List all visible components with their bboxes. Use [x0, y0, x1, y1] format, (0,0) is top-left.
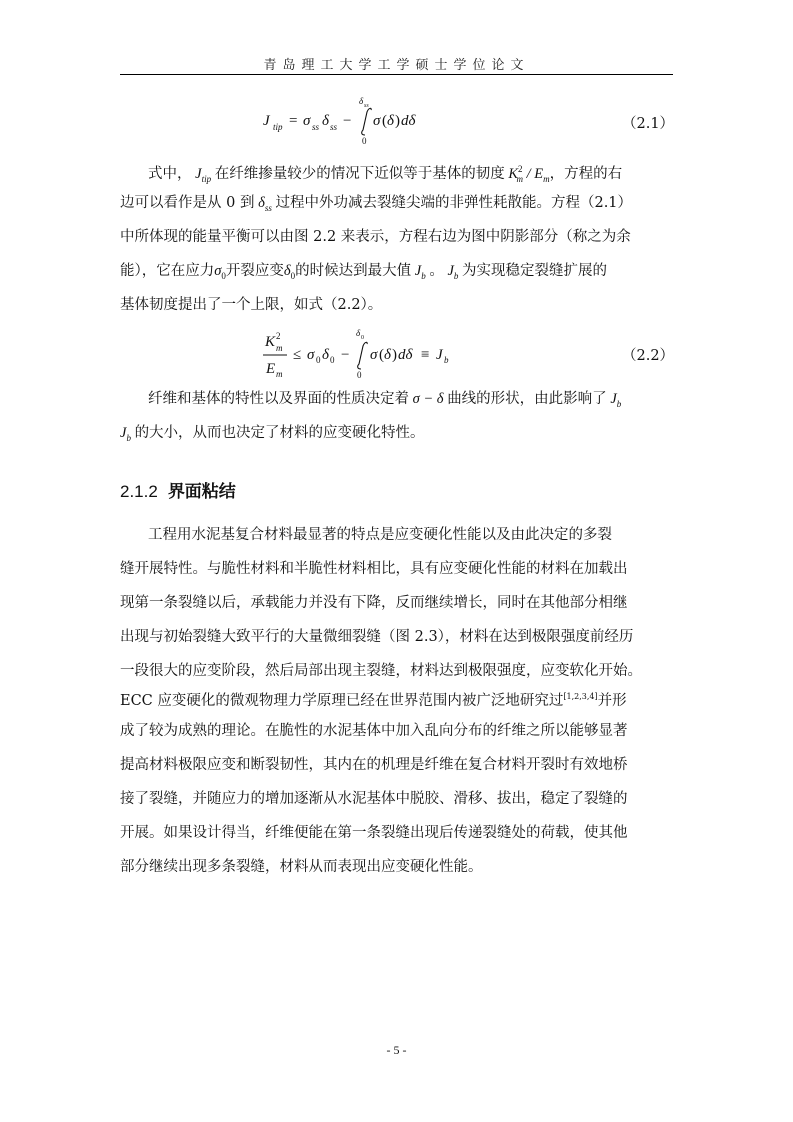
text-span: 并形	[597, 692, 627, 709]
paragraph-line: 缝开展特性。与脆性材料和半脆性材料相比，具有应变硬化性能的材料在加载出	[120, 561, 628, 577]
paragraph-line: 部分继续出现多条裂缝，材料从而表现出应变硬化性能。	[120, 859, 483, 875]
math-j-b: $J_b$	[443, 263, 459, 281]
svg-text:m: m	[276, 369, 283, 379]
svg-text:): )	[395, 113, 400, 129]
text-span: 为实现稳定裂缝扩展的	[462, 263, 608, 279]
section-title: 界面粘结	[167, 482, 236, 502]
math-j-b: $J_b$	[120, 425, 131, 443]
paragraph-line: 基体韧度提出了一个上限，如式（2.2）。	[120, 297, 383, 313]
paragraph-line: 出现与初始裂缝大致平行的大量微细裂缝（图 2.3），材料在达到极限强度前经历	[120, 629, 634, 645]
svg-text:(: (	[379, 347, 384, 363]
svg-text:tip: tip	[273, 122, 283, 132]
svg-text:b: b	[444, 355, 449, 365]
paragraph-line	[120, 423, 673, 448]
running-header: 青岛理工大学工学硕士学位论文	[263, 58, 530, 73]
equation-number-2-2: （2.2）	[622, 348, 675, 364]
svg-text:0: 0	[361, 335, 364, 341]
svg-text:0: 0	[357, 370, 362, 380]
paragraph-line	[148, 159, 673, 189]
paragraph-line: 接了裂缝，并随应力的增加逐渐从水泥基体中脱胶、滑移、拔出，稳定了裂缝的	[120, 791, 628, 807]
section-heading	[120, 477, 236, 502]
math-j-b: $J_b$	[411, 263, 426, 281]
page-number: - 5 -	[386, 1043, 407, 1057]
paragraph-line: 提高材料极限应变和断裂韧性，其内在的机理是纤维在复合材料开裂时有效地桥	[120, 757, 628, 773]
paragraph-line: 开展。如果设计得当，纤维便能在第一条裂缝出现后传递裂缝处的荷载，使其他	[120, 825, 628, 841]
svg-text:): )	[392, 347, 397, 363]
text-span: 在纤维掺量较少的情况下近似等于基体的韧度	[214, 165, 505, 182]
svg-text:=: =	[289, 113, 298, 129]
citation-ref: [1,2,3,4]	[563, 692, 598, 701]
svg-text:0: 0	[316, 355, 321, 365]
svg-text:dδ: dδ	[401, 113, 416, 129]
paragraph-line	[120, 193, 673, 218]
svg-text:δ: δ	[356, 328, 361, 338]
svg-text:−: −	[343, 113, 352, 129]
header-rule	[120, 74, 673, 75]
paragraph-line: 中所体现的能量平衡可以由图 2.2 来表示，方程右边为图中阴影部分（称之为余	[120, 229, 631, 245]
math-j-tip: $J_{tip}$	[191, 165, 212, 184]
svg-text:σ: σ	[303, 113, 311, 129]
text-span: ECC 应变硬化的微观物理力学原理已经在世界范围内被广泛地研究过	[120, 692, 564, 709]
svg-text:δ: δ	[359, 96, 364, 106]
svg-text:2: 2	[276, 331, 281, 341]
paragraph-line: 一段很大的应变阶段，然后局部出现主裂缝，材料达到极限强度，应变软化开始。	[120, 663, 642, 679]
svg-text:E: E	[266, 361, 276, 377]
text-span: 。	[429, 263, 444, 279]
svg-text:δ: δ	[322, 113, 329, 129]
math-sigma-delta: σ − δ	[409, 391, 448, 407]
svg-text:J: J	[263, 113, 270, 129]
text-span: 纤维和基体的特性以及界面的性质决定着	[148, 391, 409, 407]
svg-text:J: J	[436, 347, 443, 363]
math-delta-0: $\delta_0$	[283, 263, 296, 281]
text-span: 过程中外功减去裂缝尖端的非弹性耗散能。方程（2.1）	[275, 195, 633, 211]
svg-text:ss: ss	[312, 122, 320, 132]
svg-text:(: (	[382, 113, 387, 129]
svg-text:δ: δ	[322, 347, 329, 363]
paragraph-line	[148, 389, 673, 414]
math-km-em: $K^2_m / E_m$	[504, 164, 550, 184]
text-span: ，方程的右	[549, 165, 623, 182]
text-span: 曲线的形状，由此影响了	[447, 391, 607, 407]
svg-text:≡: ≡	[421, 347, 430, 363]
text-span: 边可以看作是从 0 到	[120, 195, 255, 211]
svg-text:δ: δ	[384, 347, 391, 363]
equation-number-2-1: （2.1）	[622, 116, 675, 132]
paragraph-line	[120, 687, 673, 711]
text-span: 开裂应变	[225, 263, 284, 279]
math-j-b: $J_b$	[606, 391, 622, 409]
svg-text:−: −	[341, 347, 350, 363]
svg-text:dδ: dδ	[398, 347, 413, 363]
math-delta-ss: $\delta_{ss}$	[254, 195, 272, 213]
svg-text:K: K	[265, 334, 276, 350]
svg-text:σ: σ	[373, 113, 381, 129]
paragraph-line: 现第一条裂缝以后，承载能力并没有下降，反而继续增长，同时在其他部分相继	[120, 595, 628, 611]
section-number: 2.1.2	[120, 482, 158, 501]
svg-text:σ: σ	[307, 347, 315, 363]
paragraph-line	[120, 261, 673, 286]
text-span: 的时候达到最大值	[295, 263, 412, 279]
svg-text:ss: ss	[364, 103, 369, 109]
text-span: 式中，	[148, 165, 192, 182]
svg-text:ss: ss	[330, 122, 338, 132]
equation-2-1	[255, 92, 455, 148]
equation-2-2	[255, 326, 495, 386]
text-span: 的大小，从而也决定了材料的应变硬化特性。	[134, 425, 425, 441]
text-span: 能），它在应力	[120, 263, 215, 279]
math-sigma-0: $\sigma_0$	[214, 263, 226, 281]
svg-text:0: 0	[330, 355, 335, 365]
svg-text:δ: δ	[387, 113, 394, 129]
svg-text:σ: σ	[370, 347, 378, 363]
svg-text:≤: ≤	[293, 347, 302, 363]
paragraph-line: 成了较为成熟的理论。在脆性的水泥基体中加入乱向分布的纤维之所以能够显著	[120, 723, 628, 739]
paragraph-line: 工程用水泥基复合材料最显著的特点是应变硬化性能以及由此决定的多裂	[148, 527, 612, 543]
svg-text:m: m	[276, 343, 283, 353]
svg-text:0: 0	[362, 136, 367, 146]
